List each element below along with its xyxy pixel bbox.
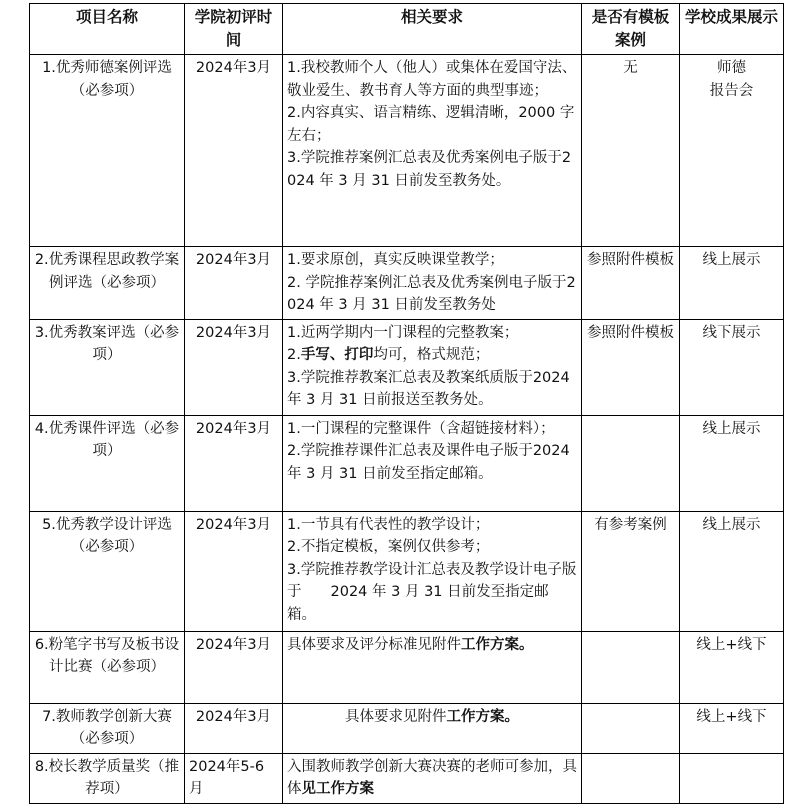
- row-time: 2024年3月: [185, 703, 283, 753]
- requirement-line: 2.内容真实、语言精练、逻辑清晰，2000 字左右；: [287, 105, 575, 144]
- row-template: 无: [582, 55, 680, 247]
- row-name: 8.校长教学质量奖（推荐项）: [30, 753, 185, 803]
- requirement-emphasis: 手写、打印: [300, 347, 374, 363]
- requirement-line: 3.学院推荐教案汇总表及教案纸质版于2024 年 3 月 31 日前报送至教务处。: [287, 369, 570, 408]
- row-name: 1.优秀师德案例评选（必参项）: [30, 55, 185, 247]
- requirement-suffix: 均可，格式规范；: [373, 347, 490, 363]
- header-time: 学院初评时间: [185, 4, 283, 55]
- row-time: 2024年3月: [185, 319, 283, 415]
- row-requirements: [283, 55, 582, 247]
- header-row: [30, 4, 784, 55]
- table-row: [30, 415, 784, 511]
- requirement-emphasis: 工作方案。: [461, 636, 534, 653]
- row-template: [582, 631, 680, 703]
- requirement-text: 入围教师教学创新大赛决赛的老师可参加，具体: [287, 758, 577, 797]
- row-template: 有参考案例: [582, 511, 680, 631]
- requirement-line: 2.不指定模板，案例仅供参考；: [287, 539, 490, 555]
- row-name: 2.优秀课程思政教学案例评选（必参项）: [30, 247, 185, 320]
- requirement-emphasis: 工作方案。: [446, 708, 519, 725]
- requirement-line: [287, 344, 577, 367]
- table-row: [30, 319, 784, 415]
- requirement-text: 具体要求见附件: [345, 708, 447, 725]
- row-requirements: [283, 631, 582, 703]
- table-row: [30, 703, 784, 753]
- row-requirements: [283, 511, 582, 631]
- row-display: 线上展示: [680, 247, 784, 320]
- row-template: 参照附件模板: [582, 319, 680, 415]
- row-name: 7.教师教学创新大赛（必参项）: [30, 703, 185, 753]
- row-requirements: [283, 319, 582, 415]
- header-template: 是否有模板案例: [582, 4, 680, 55]
- row-requirements: [283, 415, 582, 511]
- row-template: [582, 753, 680, 803]
- requirement-emphasis: 见工作方案: [301, 781, 374, 797]
- requirement-line: 1.一门课程的完整课件（含超链接材料）；: [287, 420, 555, 437]
- table-row: [30, 631, 784, 703]
- row-time: 2024年3月: [185, 247, 283, 320]
- requirement-line: 1.要求原创，真实反映课堂教学；: [287, 252, 504, 268]
- table-row: [30, 511, 784, 631]
- row-requirements: [283, 703, 582, 753]
- row-requirements: [283, 247, 582, 320]
- requirement-line: 2.学院推荐课件汇总表及课件电子版于2024 年 3 月 31 日前发至指定邮箱。: [287, 443, 570, 482]
- row-template: [582, 703, 680, 753]
- header-display: 学校成果展示: [680, 4, 784, 55]
- row-time: 2024年3月: [185, 511, 283, 631]
- row-display: 线上+线下: [680, 631, 784, 703]
- row-display: 线上展示: [680, 511, 784, 631]
- table-row: [30, 247, 784, 320]
- display-line: 报告会: [709, 82, 754, 99]
- row-time: 2024年3月: [185, 631, 283, 703]
- row-template: 参照附件模板: [582, 247, 680, 320]
- requirement-line: 1.一节具有代表性的教学设计；: [287, 516, 490, 533]
- row-display: [680, 55, 784, 247]
- requirement-line: 3.学院推荐教学设计汇总表及教学设计电子版于 2024 年 3 月 31 日前发至指定邮箱。: [287, 561, 577, 623]
- row-name: 4.优秀课件评选（必参项）: [30, 415, 185, 511]
- row-time: 2024年5-6月: [185, 753, 283, 803]
- row-display: [680, 753, 784, 803]
- row-name: 3.优秀教案评选（必参项）: [30, 319, 185, 415]
- requirement-line: 3.学院推荐案例汇总表及优秀案例电子版于2024 年 3 月 31 日前发至教务处。: [287, 150, 572, 189]
- row-time: 2024年3月: [185, 55, 283, 247]
- requirement-line: 2. 学院推荐案例汇总表及优秀案例电子版于2024 年 3 月 31 日前发至教务处: [287, 274, 576, 313]
- row-display: 线上展示: [680, 415, 784, 511]
- row-time: 2024年3月: [185, 415, 283, 511]
- table-row: [30, 753, 784, 803]
- requirement-prefix: 2.: [287, 347, 301, 363]
- row-name: 6.粉笔字书写及板书设计比赛（必参项）: [30, 631, 185, 703]
- header-req: 相关要求: [283, 4, 582, 55]
- row-display: 线上+线下: [680, 703, 784, 753]
- row-name: 5.优秀教学设计评选（必参项）: [30, 511, 185, 631]
- table-row: [30, 55, 784, 247]
- requirement-line: 1.近两学期内一门课程的完整教案；: [287, 324, 519, 341]
- display-line: 师德: [717, 60, 746, 76]
- requirements-table: [29, 3, 784, 804]
- row-display: 线下展示: [680, 319, 784, 415]
- row-template: [582, 415, 680, 511]
- requirement-text: 具体要求及评分标准见附件: [287, 636, 461, 653]
- requirement-line: 1.我校教师个人（他人）或集体在爱国守法、敬业爱生、教书育人等方面的典型事迹；: [287, 60, 577, 99]
- header-name: 项目名称: [30, 4, 185, 55]
- row-requirements: [283, 753, 582, 803]
